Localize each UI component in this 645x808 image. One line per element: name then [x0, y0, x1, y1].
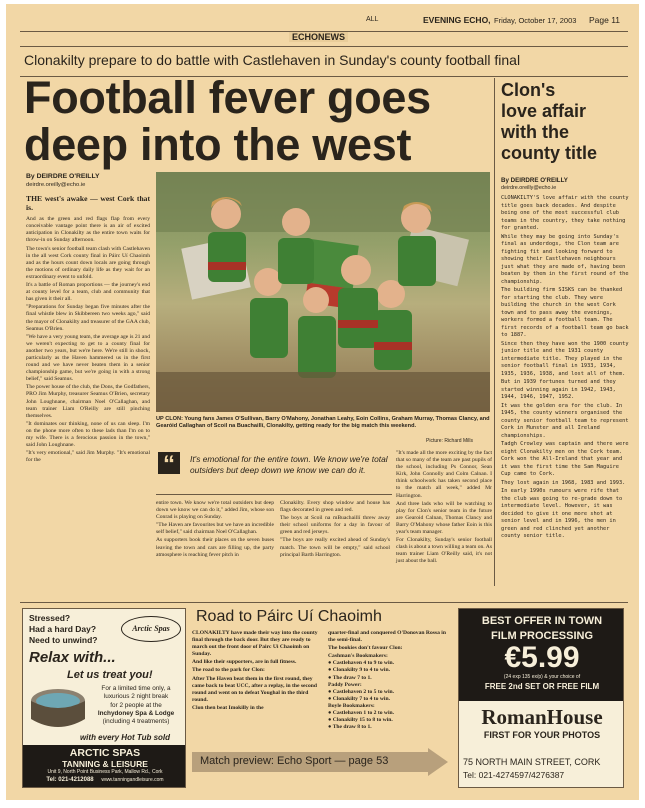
match-preview-banner — [192, 748, 450, 778]
odds-line: ● The draw 7 to 1. — [328, 674, 372, 681]
column-tag: ECHONEWS — [289, 32, 348, 42]
arctic-spas-advert — [22, 608, 186, 788]
paragraph: The road to the park for Clon: — [192, 667, 265, 674]
paragraph: And three lads who will be watching to play for Clon's senior team in the future are Gearoid Calnan, Thomas Clancy and Barry O'Mahony whose father Eoin is this year's team manager. — [396, 500, 492, 536]
road-column-left — [192, 630, 322, 713]
paragraph: "It's made all the more exciting by the fact that so many of the team are past pupils of the school, including Ps Connor, Sean Kirk, John Connolly and Colm Calnan. I think schoolwork has taken second place to the match all week," added Mr Harrington. — [396, 450, 492, 499]
pullquote: It's emotional for the entire town. We know we're total outsiders but deep down we know we can do it. — [190, 454, 388, 475]
price: €5.99 — [504, 641, 580, 674]
road-column-right — [328, 630, 448, 731]
odds-text: Clonakilty 9 to 4 to win. — [332, 667, 390, 674]
paragraph: And like their supporters, are in full fitness. — [192, 659, 297, 666]
bookie-name: Cashman's Bookmakers: — [328, 653, 388, 660]
photo-caption: UP CLON: Young fans James O'Sullivan, Barry O'Mahony, Jonathan Leahy, Eoin Collins, Graham Murray, Thomas Clancy, and Gearóid Callaghan of Scoil na Buachaillí, Clonakilty, getting ready for the big match this weekend. — [156, 416, 490, 429]
shop-telephone: Tel: 021-4274597/4276387 — [463, 770, 565, 780]
paragraph: "Preparations for Sunday began five minutes after the final whistle blew in Skibbereen two weeks ago," said the mayor of Clonakilty and treasurer of the GAA club, Seamus O'Brien. — [26, 304, 150, 332]
ad-dark-panel — [459, 609, 624, 701]
paragraph: The power house of the club, the Dons, the Godfathers, PRO Jim Murphy, treasurer Seamus O'Brien, secretary John Loughnane, chairman Noel O'Callaghan, and team trainer Liam O'Reilly are still pinching themselves. — [26, 384, 150, 419]
side-byline: By DEIRDRE O'REILLY — [501, 177, 568, 184]
paragraph: CLONAKILTY'S love affair with the county title goes back decades. And despite being one of the most successful club teams in the country, they take nothing for granted. — [501, 195, 629, 231]
paragraph: "We have a very young team, the average age is 21 and we weren't expecting to get to a county final for another two years, but we're here. We're still in shock, particularly as the Haven hammered us in the first round and we have never beaten them in a senior championship game, but we're going in with a strong belief," said Seamus. — [26, 333, 150, 383]
ad-telephone: Tel: 021-4212088 — [46, 777, 94, 783]
paragraph: But in 1939 fortunes turned and they started winning again in 1942, 1943, 1944, 1946, 1947, 1952. — [501, 379, 616, 400]
paper-name: EVENING ECHO, — [423, 15, 491, 25]
paragraph: "The boys are really excited ahead of Sunday's match. The town will be empty," said school principal Barth Harrington. — [280, 537, 390, 558]
odds-line: ● Castlehaven 1 to 2 to win. — [328, 710, 395, 717]
arctic-spas-logo: Arctic Spas — [121, 616, 181, 642]
odds-line: ● The draw 8 to 1. — [328, 724, 372, 731]
paragraph: And as the green and red flags flap from every conceivable vantage point there is an air of excited anticipation in Clonakilty as the entire town waits for throw-in on Sunday afternoon. — [26, 216, 150, 244]
paragraph: The building firm SISKS can be thanked for starting the club. They were building the church in the west Cork town and to pass away the evenings, workers formed a football team. The first records of a football team go back to 1887. — [501, 287, 629, 338]
road-to-park-title: Road to Páirc Uí Chaoimh — [196, 608, 382, 625]
brand-name: ARCTIC SPAS — [69, 747, 141, 759]
bookie-block — [328, 653, 448, 681]
picture-credit: Picture: Richard Mills — [426, 438, 473, 444]
ad-question: Need to unwind? — [29, 635, 98, 645]
offer-line: for 2 people at the — [110, 701, 162, 709]
side-column — [501, 195, 631, 542]
headline-line-2: deep into the west — [24, 119, 412, 170]
offer-headline: BEST OFFER IN TOWN — [481, 615, 603, 627]
odds-text: The draw 7 to 1. — [332, 674, 372, 681]
arrow-head — [428, 748, 448, 776]
side-headline-line: Clon's — [501, 80, 556, 100]
bookie-block — [328, 703, 448, 731]
paragraph: Clonakilty. Every shop window and house has flags decorated in green and red. — [280, 500, 390, 514]
ad-address: Unit 9, North Point Business Park, Mallow Rd., Cork — [47, 769, 163, 775]
paragraph: While they may be going into Sunday's final as underdogs, the Clon team are fighting fit and looking forward to showing their Castlehaven neighbours just what they are made of, having been beaten by them in the first round of the championship. — [501, 233, 629, 285]
section-label: ALL — [366, 16, 379, 23]
paragraph: As supporters book their places on the seven buses leaving the town and cars are filling up, the party atmosphere is reaching fever pitch in — [156, 537, 274, 558]
odds-text: The draw 8 to 1. — [332, 724, 372, 731]
main-column-2 — [156, 500, 274, 560]
paragraph: Clon then beat Imokilly in the — [192, 704, 264, 711]
paragraph: The town's senior football team clash with Castlehaven in the all west Cork county final in Páirc Uí Chaoimh and as the hours count down locals are going through the motions of ordinary daily life as they wait for an extraordinary event to unfold. — [26, 245, 150, 280]
ad-contact — [23, 776, 186, 785]
offer-subheadline: FILM PROCESSING — [490, 630, 594, 642]
masthead — [6, 14, 639, 28]
paragraph: "The Haven are favourites but we have an incredible self belief," said chairman Noel O'Callaghan. — [156, 522, 274, 536]
side-headline — [501, 80, 633, 164]
odds-text: Clonakilty 15 to 8 to win. — [332, 717, 393, 724]
main-column-1 — [26, 195, 150, 465]
paragraph: CLONAKILTY have made their way into the county final through the back door. But they are ready to march out the front door of Pairc Ui Chaoimh on Sunday. — [192, 630, 318, 658]
brand-subtitle: TANNING & LEISURE — [62, 759, 148, 769]
pullquote-mark-icon: “ — [158, 452, 180, 474]
main-column-3 — [280, 500, 390, 560]
children-with-flags-illustration — [156, 172, 490, 412]
main-byline: By DEIRDRE O'REILLY — [26, 173, 100, 180]
strapline: Clonakilty prepare to do battle with Castlehaven in Sunday's county football final — [24, 52, 521, 68]
bookie-block — [328, 682, 448, 703]
side-headline-line: county title — [501, 143, 598, 163]
side-email: deirdre.oreilly@echo.ie — [501, 185, 557, 191]
bookie-name: Boyle Bookmakers: — [328, 702, 375, 709]
paragraph: Tadgh Crowley was captain and there were eight Clonakilty men on the Cork team. Cork won the All-Ireland that year and it was the first time the Sam Maguire Cup came to Cork. — [501, 441, 629, 477]
offer-note: (24 exp 135 ex/p) & your choice of — [503, 674, 581, 680]
paragraph: It's a battle of Roman proportions — the journey's end at county level for a team, club and community that has given it their all. — [26, 282, 150, 303]
roman-house-logo: RomanHouse — [481, 705, 603, 729]
lead-paragraph: THE west's awake — west Cork that is. — [26, 194, 150, 212]
paragraph: They lost again in 1968, 1983 and 1993. — [501, 479, 626, 486]
odds-line: ● Clonakilty 15 to 8 to win. — [328, 717, 393, 724]
odds-line: ● Clonakilty 7 to 4 to win. — [328, 695, 390, 702]
hot-tub-icon — [29, 685, 87, 733]
ad-question: Had a hard Day? — [29, 624, 97, 634]
free-offer: FREE 2nd SET OR FREE FILM — [484, 682, 600, 691]
offer-strap: with every Hot Tub sold — [79, 733, 171, 742]
newspaper-page — [6, 4, 639, 800]
odds-line: ● Clonakilty 9 to 4 to win. — [328, 667, 390, 674]
paragraph: The bookies don't favour Clon: — [328, 645, 403, 652]
main-column-4 — [396, 450, 492, 567]
main-headline — [24, 74, 494, 168]
page-number: Page 11 — [589, 15, 621, 25]
ad-website: www.tanningandleisure.com — [101, 777, 164, 783]
treat-heading: Let us treat you! — [67, 669, 153, 681]
offer-line: luxurious 2 night break — [103, 693, 169, 701]
odds-text: Castlehaven 4 to 9 to win. — [332, 660, 395, 667]
side-headline-line: with the — [501, 122, 569, 142]
relax-heading: Relax with... — [29, 649, 116, 666]
odds-line: ● Castlehaven 4 to 9 to win. — [328, 660, 395, 667]
paragraph: For Clonakilty, Sunday's senior football clash is about a town willing a team on. As team trainer Liam O'Reilly said, it's not just about the ball. — [396, 537, 493, 565]
shop-address: 75 NORTH MAIN STREET, CORK — [463, 757, 601, 767]
brand-tagline: FIRST FOR YOUR PHOTOS — [483, 730, 601, 740]
offer-text — [87, 685, 185, 726]
odds-text: Castlehaven 2 to 5 to win. — [332, 688, 395, 695]
offer-line: (including 4 treatments) — [102, 718, 170, 726]
ad-question: Stressed? — [29, 613, 71, 623]
paragraph: After The Haven beat them in the first round, they came back to beat UCC, after a replay, in the second round and went on to defeat Youghal in the third round. — [192, 675, 318, 703]
odds-text: Clonakilty 7 to 4 to win. — [332, 695, 390, 702]
issue-date: Friday, October 17, 2003 — [494, 16, 577, 25]
odds-line: ● Castlehaven 2 to 5 to win. — [328, 688, 395, 695]
headline-line-1: Football fever goes — [24, 72, 431, 123]
ad-footer — [23, 745, 186, 788]
main-email: deirdre.oreilly@echo.ie — [26, 182, 86, 188]
side-headline-line: love affair — [501, 101, 587, 121]
paragraph: Since then they have won the 1900 county junior title and the 1931 county intermediate title. They played in the senior football final in 1933, 1934, 1935, 1936, 1938, and lost all of them. — [501, 340, 629, 377]
odds-text: Castlehaven 1 to 2 to win. — [332, 710, 395, 717]
paragraph: quarter-final and conquered O'Donovan Rossa in the semi-final. — [328, 630, 446, 644]
paragraph: The boys at Scoil na mBuachaillí threw away their school uniforms for a day in favour of green and red jerseys. — [280, 515, 390, 536]
paragraph: entire town. We know we're total outsiders but deep down we know we can do it," added Jim, whose son Conrad is playing on Sunday. — [156, 500, 274, 521]
offer-line: For a limited time only, a — [101, 685, 171, 692]
paragraph: "It's very emotional," said Jim Murphy. "It's emotional for the — [26, 450, 150, 464]
paragraph: "It dominates our thinking, none of us can sleep. I'm on the phone more often to these lads than I'm on to my wife. There is a ferocious passion in the town," said John Loughnane. — [26, 420, 150, 449]
paragraph: In early 1990s rumours were rife that the club was going to re-grade down to intermediate level. However, it was decided to give it one more shot at senior level and in 1996, the men in green and red clinched yet another county senior title. — [501, 488, 623, 539]
paragraph: It was the golden era for the club. In 1945, the county winners organised the county senior football team to represent Cork in Munster and all Ireland championships. — [501, 402, 629, 439]
roman-house-advert — [458, 608, 624, 788]
bookie-name: Paddy Power: — [328, 681, 362, 688]
match-preview-text: Match preview: Echo Sport — page 53 — [200, 755, 389, 767]
offer-line: Inchydoney Spa & Lodge — [97, 709, 175, 717]
team-fans-photo — [156, 172, 490, 412]
